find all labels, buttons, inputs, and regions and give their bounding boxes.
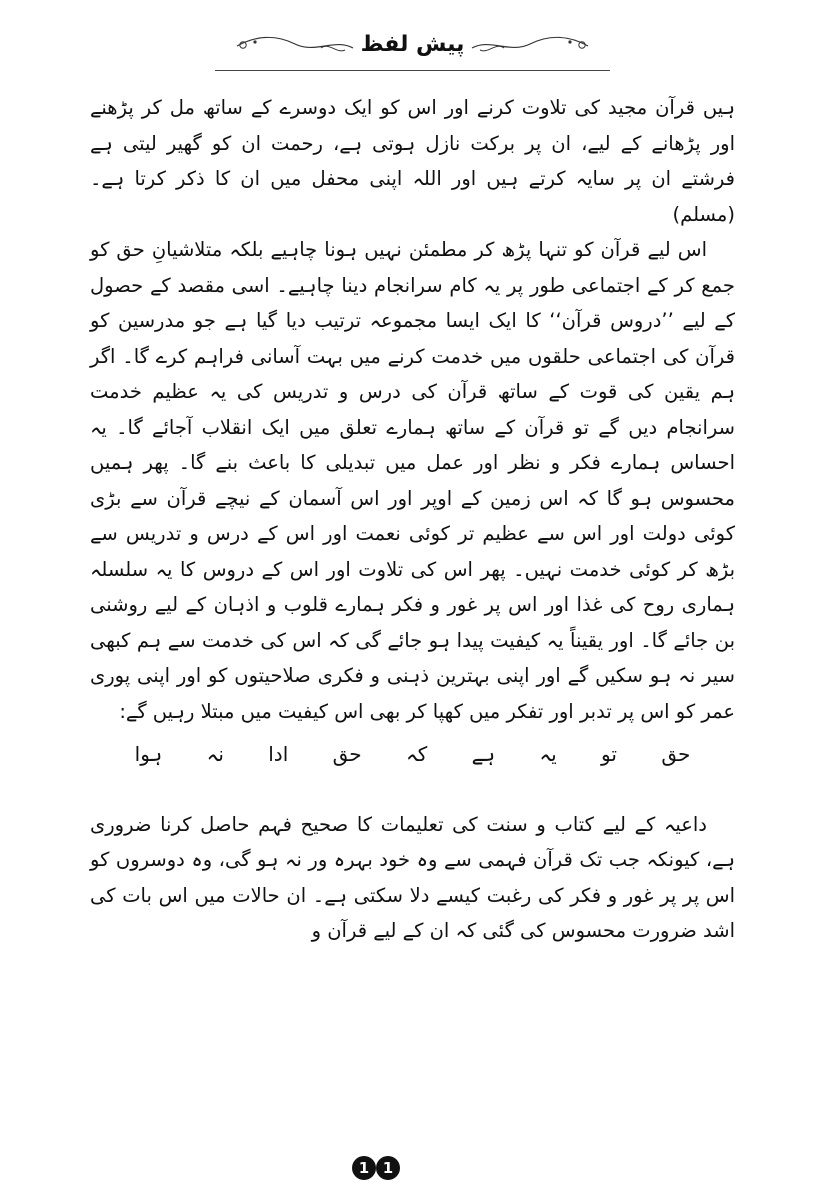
page-number (352, 1156, 400, 1180)
flourish-left-icon (235, 32, 355, 58)
header-divider (215, 70, 610, 71)
page-header (0, 22, 825, 68)
paragraph: ہیں قرآن مجید کی تلاوت کرنے اور اس کو ایک دوسرے کے ساتھ مل کر پڑھنے اور پڑھانے کے لیے، ان پر برکت نازل ہوتی ہے، رحمت ان کو گھیر لیتی ہے فرشتے ان پر سایہ کرتے ہیں اور اللہ اپنی محفل میں ان کا ذکر کرتا ہے۔(مسلم) (90, 96, 735, 226)
flourish-right-icon (470, 32, 590, 58)
main-text (90, 90, 735, 949)
header-ornament-group (235, 32, 591, 58)
paragraph: اس لیے قرآن کو تنہا پڑھ کر مطمئن نہیں ہونا چاہیے بلکہ متلاشیانِ حق کو جمع کر کے اجتماعی طور پر یہ کام سرانجام دینا چاہیے۔ اسی مقصد کے حصول کے لیے ’’دروس قرآن‘‘ کا ایک ایسا مجموعہ ترتیب دیا گیا ہے جو مدرسین کو قرآن کی اجتماعی حلقوں میں خدمت کرنے میں بہت آسانی فراہم کرے گا۔ اگر ہم یقین کی قوت کے ساتھ قرآن کی درس و تدریس کی یہ عظیم خدمت سرانجام دیں گے تو قرآن کے ساتھ ہمارے تعلق میں ایک انقلاب آجائے گا۔ یہ احساس ہمارے فکر و نظر اور عمل میں تبدیلی کا باعث بنے گا۔ پھر ہمیں محسوس ہو گا کہ اس زمین کے اوپر اور اس آسمان کے نیچے قرآن سے بڑی کوئی دولت اور اس سے عظیم تر کوئی نعمت اور اس کے درس و تدریس سے بڑھ کر کوئی خدمت نہیں۔ پھر اس کی تلاوت اور اس کے دروس کا یہ سلسلہ ہماری روح کی غذا اور اس پر غور و فکر ہمارے قلوب و اذہان کے لیے روشنی بن جائے گا۔ اور یقیناً یہ کیفیت پیدا ہو جائے گی کہ اس کی خدمت سے ہم کبھی سیر نہ ہو سکیں گے اور اپنی بہترین ذہنی و فکری صلاحیتوں کو اور اپنی پوری عمر کو اس پر تدبر اور تفکر میں کھپا کر بھی اس کیفیت میں مبتلا رہیں گے: (90, 238, 735, 723)
page-number-digit: 1 (352, 1156, 376, 1180)
header-title: پیش لفظ (360, 32, 465, 57)
closing-paragraph: داعیہ کے لیے کتاب و سنت کی تعلیمات کا صحیح فہم حاصل کرنا ضروری ہے، کیونکہ جب تک قرآن فہمی سے وہ خود بہرہ ور نہ ہو گی، وہ دوسروں کو اس پر پر غور و فکر کی رغبت کیسے دلا سکتی ہے۔ ان حالات میں اس بات کی اشد ضرورت محسوس کی گئی کہ ان کے لیے قرآن و (90, 812, 735, 942)
couplet-verse: حق تو یہ ہے کہ حق ادا نہ ہوا (134, 742, 691, 766)
page-number-digit: 1 (376, 1156, 400, 1180)
